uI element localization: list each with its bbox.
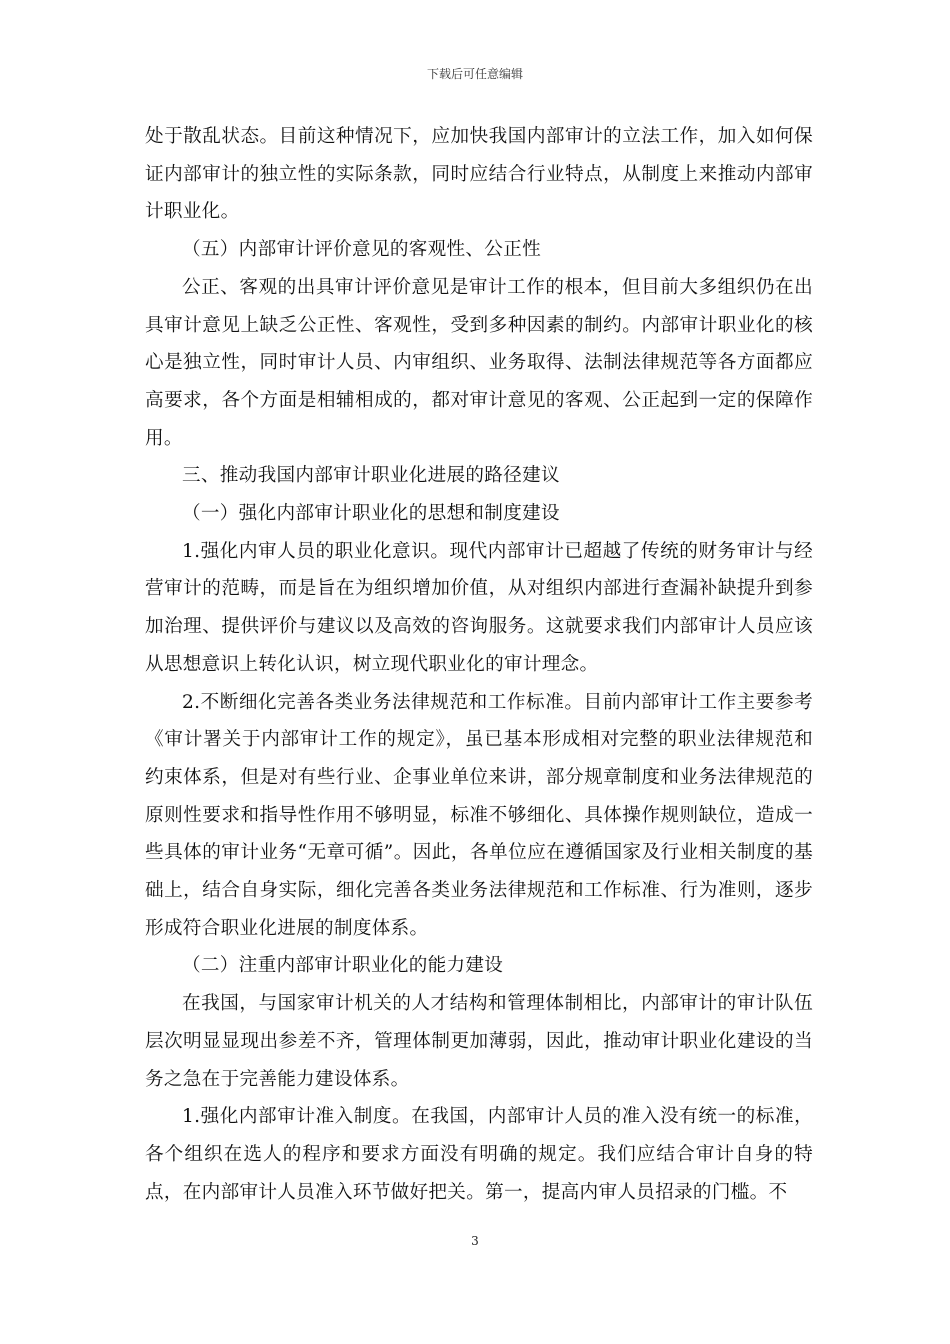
document-body: [145, 118, 813, 1211]
paragraph-continuation: 处于散乱状态。目前这种情况下，应加快我国内部审计的立法工作，加入如何保证内部审计的独立性的实际条款，同时应结合行业特点，从制度上来推动内部审计职业化。: [145, 126, 813, 223]
section-heading-5: （五）内部审计评价意见的客观性、公正性: [182, 239, 541, 261]
paragraph: 2.不断细化完善各类业务法律规范和工作标准。目前内部审计工作主要参考《审计署关于内部审计工作的规定》，虽已基本形成相对完整的职业法律规范和约束体系，但是对有些行业、企事业单位来讲，部分规章制度和业务法律规范的原则性要求和指导性作用不够明显，标准不够细化、具体操作规则缺位，造成一些具体的审计业务“无章可循”。因此，各单位应在遵循国家及行业相关制度的基础上，结合自身实际，细化完善各类业务法律规范和工作标准、行为准则，逐步形成符合职业化进展的制度体系。: [145, 691, 813, 939]
paragraph: 1.强化内部审计准入制度。在我国，内部审计人员的准入没有统一的标准，各个组织在选人的程序和要求方面没有明确的规定。我们应结合审计自身的特点，在内部审计人员准入环节做好把关。第一，提高内审人员招录的门槛。不: [145, 1106, 813, 1203]
paragraph: 公正、客观的出具审计评价意见是审计工作的根本，但目前大多组织仍在出具审计意见上缺乏公正性、客观性，受到多种因素的制约。内部审计职业化的核心是独立性，同时审计人员、内审组织、业务取得、法制法律规范等各方面都应高要求，各个方面是相辅相成的，都对审计意见的客观、公正起到一定的保障作用。: [145, 276, 813, 449]
paragraph: 1.强化内审人员的职业化意识。现代内部审计已超越了传统的财务审计与经营审计的范畴，而是旨在为组织增加价值，从对组织内部进行查漏补缺提升到参加治理、提供评价与建议以及高效的咨询服务。这就要求我们内部审计人员应该从思想意识上转化认识，树立现代职业化的审计理念。: [145, 540, 813, 675]
page-number: 3: [471, 1234, 479, 1248]
chapter-heading-3: 三、推动我国内部审计职业化进展的路径建议: [182, 465, 560, 487]
section-heading-1: （一）强化内部审计职业化的思想和制度建设: [182, 503, 560, 525]
page-header: 下载后可任意编辑: [426, 67, 523, 81]
section-heading-2: （二）注重内部审计职业化的能力建设: [182, 955, 504, 977]
paragraph: 在我国，与国家审计机关的人才结构和管理体制相比，内部审计的审计队伍层次明显显现出参差不齐，管理体制更加薄弱，因此，推动审计职业化建设的当务之急在于完善能力建设体系。: [145, 993, 813, 1090]
